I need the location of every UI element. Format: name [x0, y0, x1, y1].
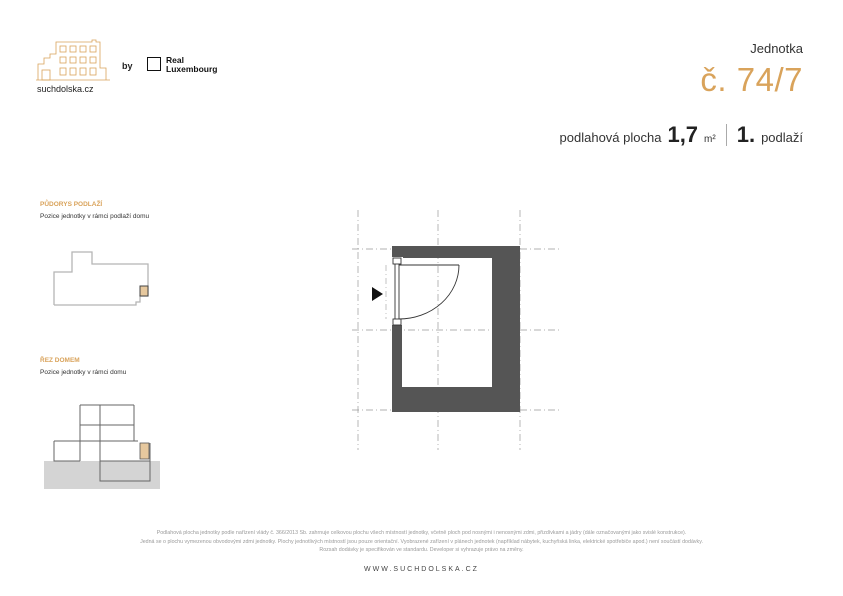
footer-note-line3: Rozsah dodávky je specifikován ve standardu. Developer si vyhrazuje právo na změny. [319, 547, 524, 554]
footer-note [0, 529, 843, 555]
footer-website-link[interactable]: WWW.SUCHDOLSKA.CZ [364, 566, 479, 573]
footer-note-line2: Jedná se o plochu vymezenou obvodovými zdmi jednotky. Plochy jednotlivých místností jsou pouze orientační. Vyobrazené zařízení v plánech jednotek (například nábytek, kuchyňská linka, elektrické spotřebiče apod.) není součástí dodávky. [140, 538, 703, 545]
stats-divider [726, 124, 727, 146]
partner-name [166, 56, 217, 74]
building-logo-icon [36, 38, 110, 82]
partner-name-line1: Real [166, 55, 184, 65]
unit-stats [560, 122, 803, 148]
entrance-arrow-icon [372, 287, 383, 301]
area-value: 1,7 [667, 122, 699, 147]
floor-position-diagram [44, 250, 154, 310]
by-label: by [122, 61, 133, 71]
area-unit: m² [704, 134, 716, 145]
floor-label: podlaží [761, 130, 803, 145]
partner-name-line2: Luxembourg [166, 64, 218, 74]
unit-caption: Jednotka [750, 41, 803, 56]
unit-number: č. 74/7 [700, 61, 803, 98]
building-cut-diagram [44, 403, 164, 491]
floor-section-subtitle: Pozice jednotky v rámci podlaží domu [40, 213, 150, 220]
floor-value: 1. [736, 122, 756, 147]
cut-section-title: ŘEZ DOMEM [40, 357, 80, 364]
brand-name: suchdolska.cz [37, 84, 94, 94]
floor-section-title: PŮDORYS PODLAŽÍ [40, 201, 103, 208]
partner-logo-icon [147, 57, 161, 71]
area-label: podlahová plocha [559, 130, 662, 145]
cut-section-subtitle: Pozice jednotky v rámci domu [40, 369, 127, 376]
unit-floor-plan [350, 205, 570, 455]
footer-note-line1: Podlahová plocha jednotky podle nařízení vlády č. 366/2013 Sb. zahrnuje celkovou plochu všech místností jednotky, včetně ploch pod nosnými i nenosnými zdmi, přizdívkami a jádry (dále označovanými jako svislé konstrukce). [156, 530, 687, 536]
